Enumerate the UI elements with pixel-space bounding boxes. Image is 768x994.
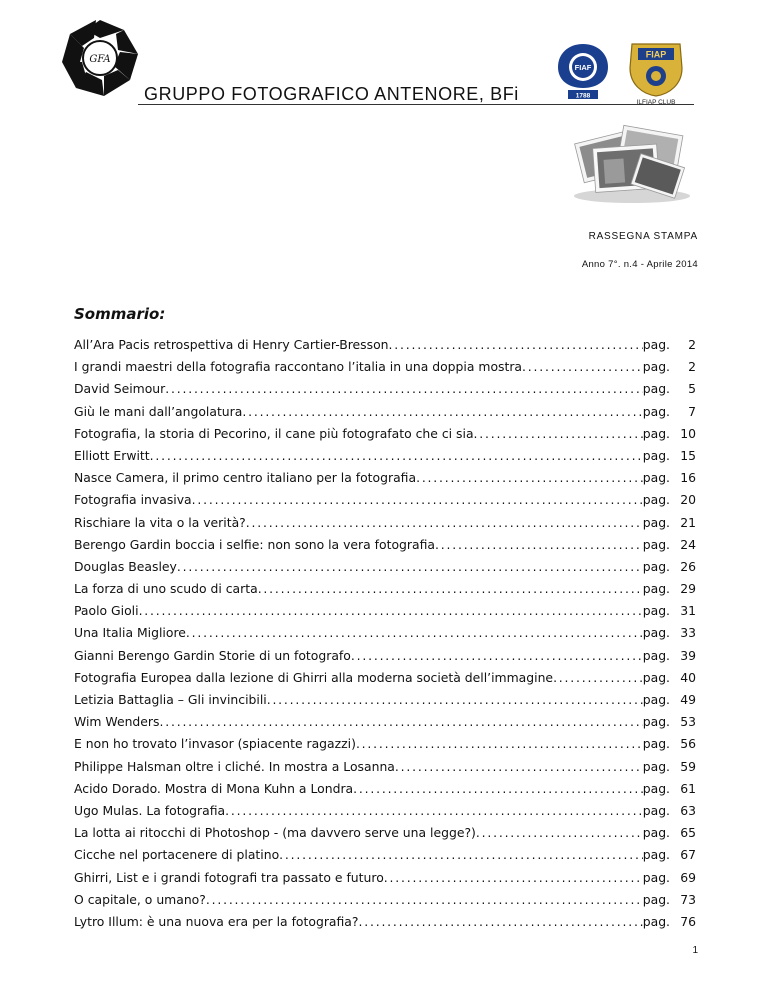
toc-page-number: 10: [680, 425, 696, 441]
toc-pag-label: pag.: [642, 425, 670, 441]
toc-dot-leader: [435, 537, 643, 552]
toc-page-number: 40: [680, 669, 696, 685]
toc-pag-label: pag.: [642, 403, 670, 419]
toc-page-number: 49: [680, 692, 696, 707]
toc-dot-leader: [351, 648, 643, 663]
toc-dot-leader: [279, 847, 643, 862]
toc-page-number: 73: [680, 891, 696, 907]
toc-entry-title: Fotografia, la storia di Pecorino, il cane più fotografato che ci sia: [74, 425, 474, 441]
toc-page-number: 69: [680, 869, 696, 885]
ilfiap-logo-caption: ILFIAP CLUB: [636, 99, 676, 106]
toc-entry[interactable]: [74, 381, 696, 403]
toc-entry[interactable]: [74, 426, 696, 448]
toc-pag-label: pag.: [642, 603, 670, 619]
toc-pag-label: pag.: [642, 447, 670, 463]
toc-pag-label: pag.: [642, 780, 670, 796]
fiaf-logo: [556, 42, 610, 102]
toc-page-number: 67: [680, 847, 696, 863]
toc-entry[interactable]: [74, 625, 696, 647]
toc-dot-leader: [522, 359, 643, 374]
toc-entry[interactable]: [74, 914, 696, 936]
toc-page-number: 39: [680, 647, 696, 663]
toc-dot-leader: [476, 825, 643, 840]
toc-entry-title: Nasce Camera, il primo centro italiano per la fotografia: [74, 470, 417, 486]
issue-label: Anno 7°. n.4 - Aprile 2014: [581, 259, 698, 270]
fiaf-logo-text: FIAF: [574, 63, 592, 72]
toc-page-number: 24: [680, 536, 696, 552]
toc-entry[interactable]: [74, 892, 696, 914]
toc-dot-leader: [258, 581, 643, 596]
toc-pag-label: pag.: [642, 692, 670, 707]
toc-page-number: 33: [680, 625, 696, 641]
toc-entry-title: Wim Wenders: [74, 714, 160, 730]
toc-pag-label: pag.: [642, 869, 670, 885]
photo-stack-illustration: [566, 110, 694, 206]
toc-pag-label: pag.: [642, 913, 670, 929]
toc-pag-label: pag.: [642, 669, 670, 685]
toc-entry-title: La lotta ai ritocchi di Photoshop - (ma davvero serve una legge?): [74, 825, 476, 841]
page-number: 1: [692, 945, 698, 956]
toc-dot-leader: [177, 559, 643, 574]
toc-dot-leader: [246, 515, 643, 530]
toc-dot-leader: [416, 470, 643, 485]
toc-entry[interactable]: [74, 492, 696, 514]
press-review-label: RASSEGNA STAMPA: [588, 231, 698, 242]
toc-dot-leader: [186, 625, 643, 640]
toc-pag-label: pag.: [642, 891, 670, 907]
toc-dot-leader: [139, 603, 643, 618]
toc-pag-label: pag.: [642, 625, 670, 641]
toc-entry[interactable]: [74, 559, 696, 581]
toc-entry[interactable]: [74, 603, 696, 625]
toc-page-number: 16: [680, 470, 696, 486]
ilfiap-club-logo: [624, 38, 688, 106]
toc-pag-label: pag.: [642, 359, 670, 375]
toc-entry[interactable]: [74, 803, 696, 825]
toc-pag-label: pag.: [642, 536, 670, 552]
toc-dot-leader: [159, 714, 642, 729]
toc-pag-label: pag.: [642, 492, 670, 508]
toc-dot-leader: [358, 914, 642, 929]
toc-entry[interactable]: [74, 537, 696, 559]
toc-page-number: 59: [680, 758, 696, 774]
toc-dot-leader: [192, 492, 643, 507]
toc-entry-title: Letizia Battaglia – Gli invincibili: [74, 692, 267, 707]
toc-entry-title: Gianni Berengo Gardin Storie di un fotografo: [74, 647, 351, 663]
table-of-contents: [74, 337, 696, 936]
toc-entry[interactable]: [74, 648, 696, 670]
toc-page-number: 61: [680, 780, 696, 796]
toc-page-number: 63: [680, 802, 696, 818]
toc-entry-title: La forza di uno scudo di carta: [74, 581, 258, 597]
club-logo-initials: GFA: [89, 54, 111, 65]
toc-entry-title: Una Italia Migliore: [74, 625, 186, 641]
toc-entry[interactable]: [74, 581, 696, 603]
toc-page-number: 2: [688, 337, 696, 352]
toc-pag-label: pag.: [642, 825, 670, 841]
toc-pag-label: pag.: [642, 337, 670, 352]
toc-entry-title: Ugo Mulas. La fotografia: [74, 802, 226, 818]
toc-pag-label: pag.: [642, 847, 670, 863]
toc-entry-title: Philippe Halsman oltre i cliché. In mostra a Losanna: [74, 758, 395, 774]
toc-dot-leader: [553, 670, 643, 685]
toc-entry-title: Fotografia invasiva: [74, 492, 192, 508]
toc-page-number: 56: [680, 736, 696, 752]
toc-page-number: 53: [680, 714, 696, 730]
toc-entry[interactable]: [74, 448, 696, 470]
toc-dot-leader: [150, 448, 643, 463]
toc-entry[interactable]: [74, 736, 696, 758]
toc-entry-title: Acido Dorado. Mostra di Mona Kuhn a Londra: [74, 780, 354, 796]
toc-entry[interactable]: [74, 759, 696, 781]
toc-entry-title: David Seimour: [74, 381, 166, 397]
toc-entry-title: E non ho trovato l’invasor (spiacente ragazzi): [74, 736, 356, 752]
toc-entry[interactable]: [74, 404, 696, 426]
toc-dot-leader: [474, 426, 643, 441]
toc-entry[interactable]: [74, 870, 696, 892]
toc-dot-leader: [384, 870, 643, 885]
toc-page-number: 76: [680, 913, 696, 929]
toc-entry[interactable]: [74, 359, 696, 381]
header-divider: [138, 104, 694, 105]
toc-page-number: 65: [680, 825, 696, 841]
fiaf-logo-year: 1788: [575, 92, 591, 100]
toc-page-number: 7: [688, 403, 696, 419]
club-aperture-logo: [60, 18, 140, 98]
toc-pag-label: pag.: [642, 514, 670, 530]
toc-pag-label: pag.: [642, 736, 670, 752]
toc-pag-label: pag.: [642, 714, 670, 730]
toc-entry[interactable]: [74, 515, 696, 537]
toc-page-number: 15: [680, 447, 696, 463]
toc-entry-title: Cicche nel portacenere di platino: [74, 847, 280, 863]
toc-entry-title: Elliott Erwitt: [74, 447, 150, 463]
toc-entry[interactable]: [74, 825, 696, 847]
summary-title: Sommario:: [74, 305, 166, 323]
toc-dot-leader: [225, 803, 643, 818]
toc-pag-label: pag.: [642, 581, 670, 597]
toc-pag-label: pag.: [642, 802, 670, 818]
toc-entry-title: Ghirri, List e i grandi fotografi tra passato e futuro: [74, 869, 384, 885]
toc-page-number: 21: [680, 514, 696, 530]
group-title: GRUPPO FOTOGRAFICO ANTENORE, BFi: [144, 84, 519, 104]
toc-entry[interactable]: [74, 847, 696, 869]
toc-entry[interactable]: [74, 714, 696, 736]
toc-dot-leader: [206, 892, 643, 907]
toc-dot-leader: [165, 381, 642, 396]
toc-entry-title: Rischiare la vita o la verità?: [74, 514, 246, 530]
toc-dot-leader: [389, 337, 643, 352]
toc-entry-title: Douglas Beasley: [74, 558, 177, 574]
toc-pag-label: pag.: [642, 758, 670, 774]
toc-entry-title: O capitale, o umano?: [74, 891, 206, 907]
ilfiap-logo-text: FIAP: [645, 49, 667, 60]
toc-entry-title: Berengo Gardin boccia i selfie: non sono la vera fotografia: [74, 536, 435, 552]
toc-dot-leader: [395, 759, 643, 774]
toc-dot-leader: [242, 404, 642, 419]
toc-entry[interactable]: [74, 692, 696, 714]
toc-page-number: 31: [680, 603, 696, 619]
toc-entry-title: Paolo Gioli: [74, 603, 139, 619]
toc-pag-label: pag.: [642, 470, 670, 486]
toc-dot-leader: [356, 736, 643, 751]
toc-page-number: 2: [688, 359, 696, 375]
toc-entry[interactable]: [74, 670, 696, 692]
toc-entry-title: Fotografia Europea dalla lezione di Ghirri alla moderna società dell’immagine: [74, 669, 554, 685]
toc-page-number: 29: [680, 581, 696, 597]
toc-entry-title: Giù le mani dall’angolatura: [74, 403, 243, 419]
toc-entry-title: Lytro Illum: è una nuova era per la fotografia?: [74, 913, 359, 929]
toc-entry-title: I grandi maestri della fotografia raccontano l’italia in una doppia mostra: [74, 359, 523, 375]
toc-entry[interactable]: [74, 781, 696, 803]
toc-pag-label: pag.: [642, 381, 670, 397]
toc-page-number: 5: [688, 381, 696, 397]
toc-entry[interactable]: [74, 470, 696, 492]
toc-entry[interactable]: [74, 337, 696, 359]
toc-dot-leader: [353, 781, 643, 796]
toc-entry-title: All’Ara Pacis retrospettiva di Henry Cartier-Bresson: [74, 337, 389, 352]
toc-page-number: 26: [680, 558, 696, 574]
toc-pag-label: pag.: [642, 558, 670, 574]
toc-pag-label: pag.: [642, 647, 670, 663]
toc-dot-leader: [267, 692, 643, 707]
toc-page-number: 20: [680, 492, 696, 508]
